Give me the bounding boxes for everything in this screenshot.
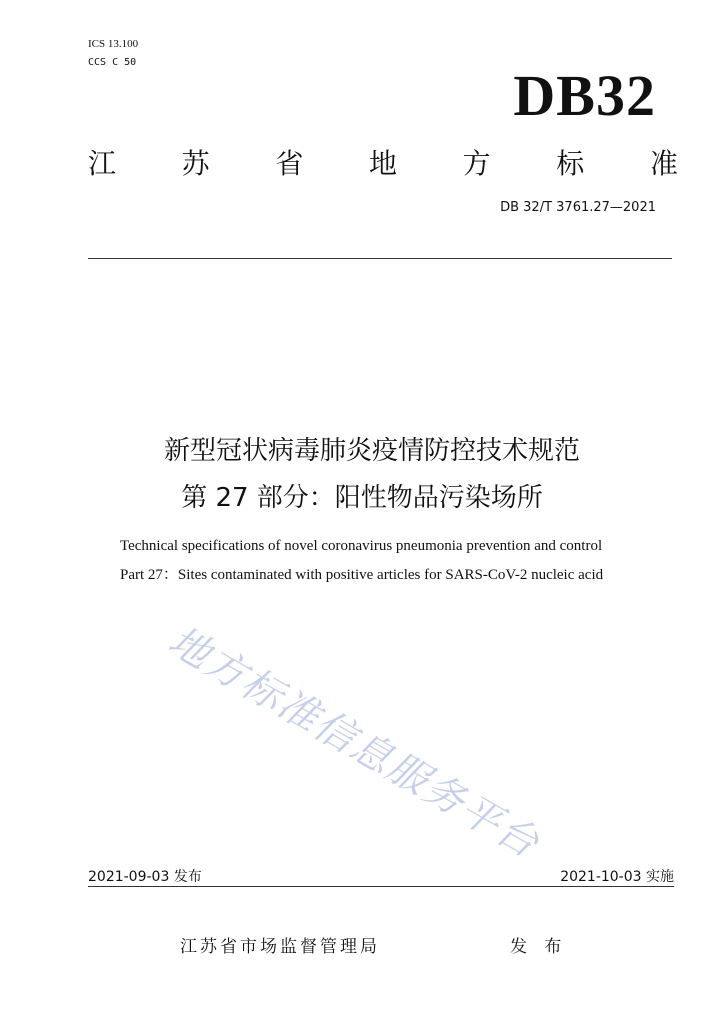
- ics-code: ICS 13.100: [88, 38, 139, 50]
- ccs-code: CCS C 50: [88, 57, 137, 68]
- standard-type-char: 江: [88, 147, 117, 180]
- title-cn-line1: 新型冠状病毒肺炎疫情防控技术规范: [163, 436, 580, 466]
- standard-number: DB 32/T 3761.27—2021: [500, 200, 656, 215]
- title-en-line1: Technical specifications of novel coronavirus pneumonia prevention and control: [120, 538, 603, 554]
- db-code: DB32: [513, 63, 656, 128]
- standard-type-char: 苏: [181, 147, 210, 180]
- standard-type: [88, 142, 678, 182]
- issuing-authority: 江苏省市场监督管理局: [180, 937, 380, 957]
- top-divider: [88, 258, 672, 259]
- title-en-line2: Part 27：Sites contaminated with positive articles for SARS-CoV-2 nucleic acid: [120, 567, 604, 583]
- implementation-date: 2021-10-03 实施: [560, 869, 674, 885]
- watermark: 地方标准信息服务平台: [160, 617, 548, 868]
- standard-type-char: 标: [556, 147, 585, 180]
- bottom-divider: [88, 886, 674, 887]
- title-cn-line2: 第 27 部分：阳性物品污染场所: [181, 483, 543, 513]
- issue-label: 发 布: [510, 937, 568, 957]
- standard-type-char: 方: [462, 147, 491, 180]
- standard-type-char: 省: [275, 147, 304, 180]
- standard-type-char: 地: [368, 147, 397, 180]
- standard-type-char: 准: [649, 147, 678, 180]
- issue-date: 2021-09-03 发布: [88, 869, 202, 885]
